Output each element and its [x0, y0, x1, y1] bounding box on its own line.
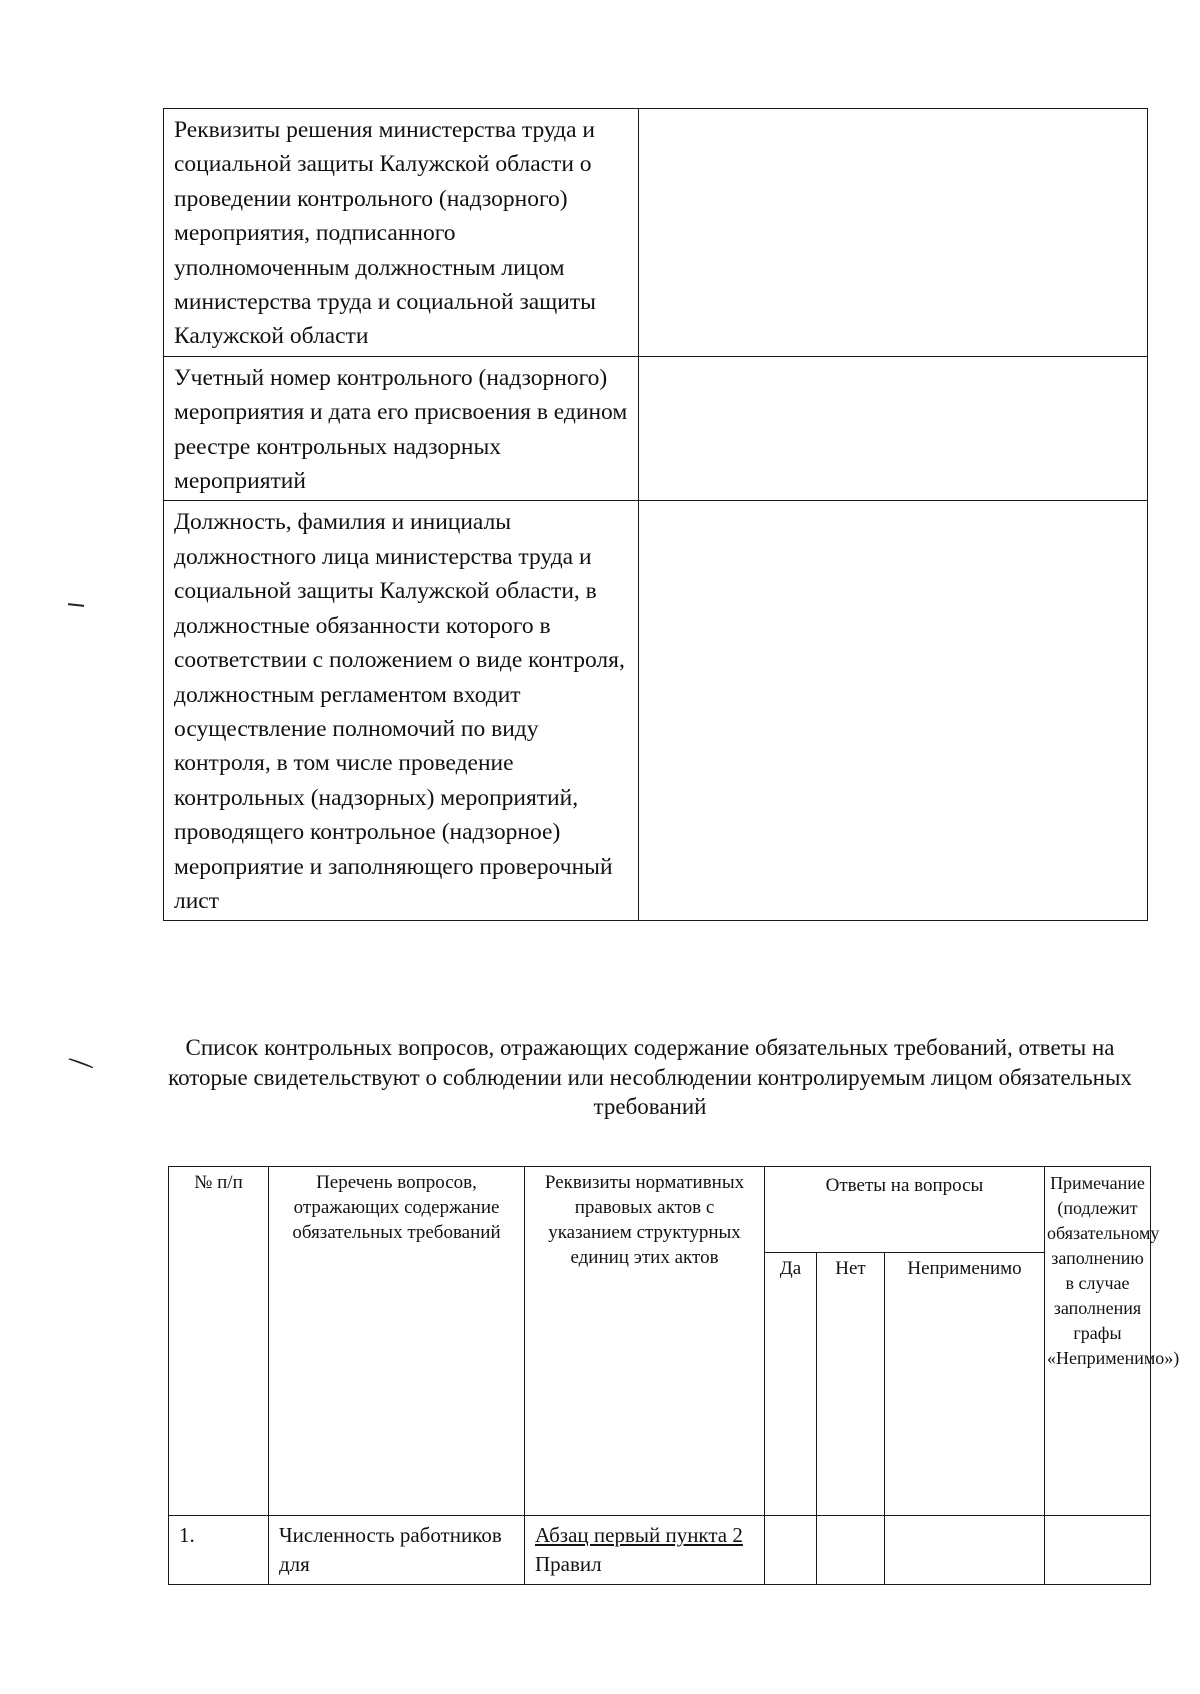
info-table [163, 108, 1148, 921]
requisite-text: Правил [535, 1552, 602, 1576]
header-answers: Ответы на вопросы [765, 1167, 1045, 1253]
checklist-header-row [169, 1167, 1151, 1253]
header-na: Неприменимо [885, 1253, 1045, 1516]
header-yes: Да [765, 1253, 817, 1516]
list-title: Список контрольных вопросов, отражающих содержание обязательных требований, ответы на которые свидетельствуют о соблюдении или несоблюдении контролируемым лицом обязательных требований [168, 1035, 1132, 1119]
header-no: Нет [817, 1253, 885, 1516]
info-label-registry-number: Учетный номер контрольного (надзорного) мероприятия и дата его присвоения в едином реестре контрольных надзорных мероприятий [164, 356, 639, 501]
info-row-registry-number [164, 356, 1148, 501]
row-question: Численность работников для [269, 1516, 525, 1585]
row-requisites [525, 1516, 765, 1585]
header-note: Примечание (подлежит обязательному заполнению в случае заполнения графы «Неприменимо») [1045, 1167, 1151, 1516]
row-num: 1. [169, 1516, 269, 1585]
info-label-decision: Реквизиты решения министерства труда и социальной защиты Калужской области о проведении контрольного (надзорного) мероприятия, подписанного уполномоченным должностным лицом министерства труда и социальной защиты Калужской области [164, 109, 639, 357]
table-row [169, 1516, 1151, 1585]
info-row-decision [164, 109, 1148, 357]
scan-mark [68, 1058, 93, 1069]
info-label-official: Должность, фамилия и инициалы должностного лица министерства труда и социальной защиты Калужской области, в должностные обязанности которого в соответствии с положением о виде контроля, должностным регламентом входит осуществление полномочий по виду контроля, в том числе проведение контрольных (надзорных) мероприятий, проводящего контрольное (надзорное) мероприятие и заполняющего проверочный лист [164, 501, 639, 921]
header-num: № п/п [169, 1167, 269, 1516]
answer-no-cell[interactable] [817, 1516, 885, 1585]
info-value-registry-number[interactable] [639, 356, 1148, 501]
scan-mark [68, 603, 84, 607]
header-questions: Перечень вопросов, отражающих содержание обязательных требований [269, 1167, 525, 1516]
info-value-official[interactable] [639, 501, 1148, 921]
requisite-link[interactable]: Абзац первый пункта 2 [535, 1523, 743, 1547]
note-cell[interactable] [1045, 1516, 1151, 1585]
info-value-decision[interactable] [639, 109, 1148, 357]
answer-yes-cell[interactable] [765, 1516, 817, 1585]
info-row-official [164, 501, 1148, 921]
answer-na-cell[interactable] [885, 1516, 1045, 1585]
checklist-table [168, 1166, 1180, 1585]
header-requisites: Реквизиты нормативных правовых актов с указанием структурных единиц этих актов [525, 1167, 765, 1516]
